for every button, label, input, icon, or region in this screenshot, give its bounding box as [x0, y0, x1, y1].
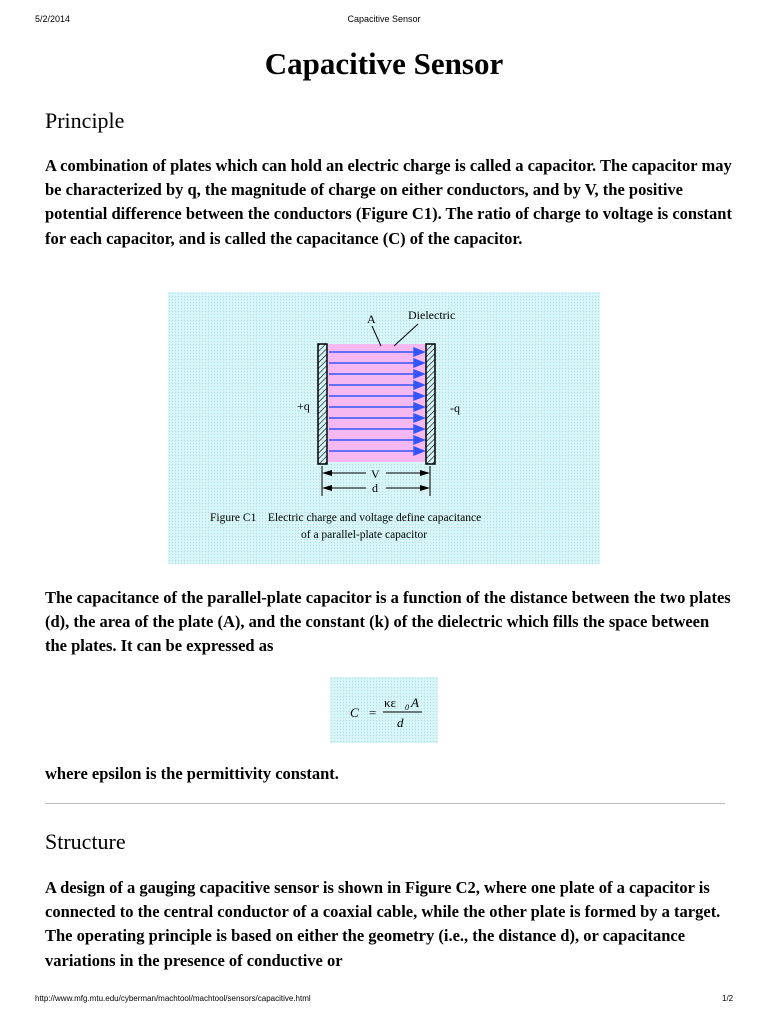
footer-page-number: 1/2	[722, 994, 734, 1003]
dielectric-leader	[394, 324, 418, 346]
principle-paragraph-3: where epsilon is the permittivity constant.	[45, 764, 339, 783]
figure-c1	[168, 292, 600, 564]
equation-denominator: d	[397, 715, 404, 730]
capacitance-equation	[330, 677, 438, 743]
structure-heading: Structure	[45, 829, 126, 854]
principle-paragraph-2: The capacitance of the parallel-plate capacitor is a function of the distance between the two plates (d), the area of the plate (A), and the constant (k) of the dielectric which fills the space between the plates. It can be expressed as	[45, 588, 731, 656]
equation-equals: =	[369, 705, 377, 720]
principle-heading: Principle	[45, 108, 125, 133]
label-minus-q: -q	[450, 401, 460, 415]
equation-subscript: 0	[405, 703, 409, 712]
figure-caption-line-1: Figure C1 Electric charge and voltage define capacitance	[210, 512, 482, 524]
capacitor-diagram	[168, 292, 600, 564]
section-divider	[45, 803, 725, 804]
label-plus-q: +q	[297, 399, 310, 413]
figure-caption-line-2: of a parallel-plate capacitor	[301, 529, 428, 541]
label-v: V	[371, 467, 380, 481]
page-title: Capacitive Sensor	[264, 46, 504, 81]
print-title: Capacitive Sensor	[347, 14, 421, 24]
label-d: d	[372, 481, 378, 495]
right-plate	[426, 344, 435, 464]
equation-numerator: κε	[384, 695, 397, 710]
print-date: 5/2/2014	[35, 14, 71, 24]
footer-url[interactable]: http://www.mfg.mtu.edu/cyberman/machtool/machtool/sensors/capacitive.html	[35, 994, 311, 1003]
structure-paragraph-1: A design of a gauging capacitive sensor is shown in Figure C2, where one plate of a capacitor is connected to the central conductor of a coaxial cable, while the other plate is formed by a target. The operating principle is based on either the geometry (i.e., the distance d), or capacitance variations in the presence of conductive or	[45, 878, 721, 970]
area-leader	[372, 326, 381, 346]
dielectric-region	[328, 344, 426, 462]
principle-paragraph-1: A combination of plates which can hold an electric charge is called a capacitor. The capacitor may be characterized by q, the magnitude of charge on either conductors, and by V, the positive potential difference between the conductors (Figure C1). The ratio of charge to voltage is constant for each capacitor, and is called the capacitance (C) of the capacitor.	[45, 156, 732, 248]
equation-lhs: C	[350, 705, 359, 720]
equation-numerator-tail: A	[411, 695, 419, 710]
label-dielectric: Dielectric	[408, 308, 456, 322]
left-plate	[318, 344, 327, 464]
label-area: A	[367, 312, 376, 326]
